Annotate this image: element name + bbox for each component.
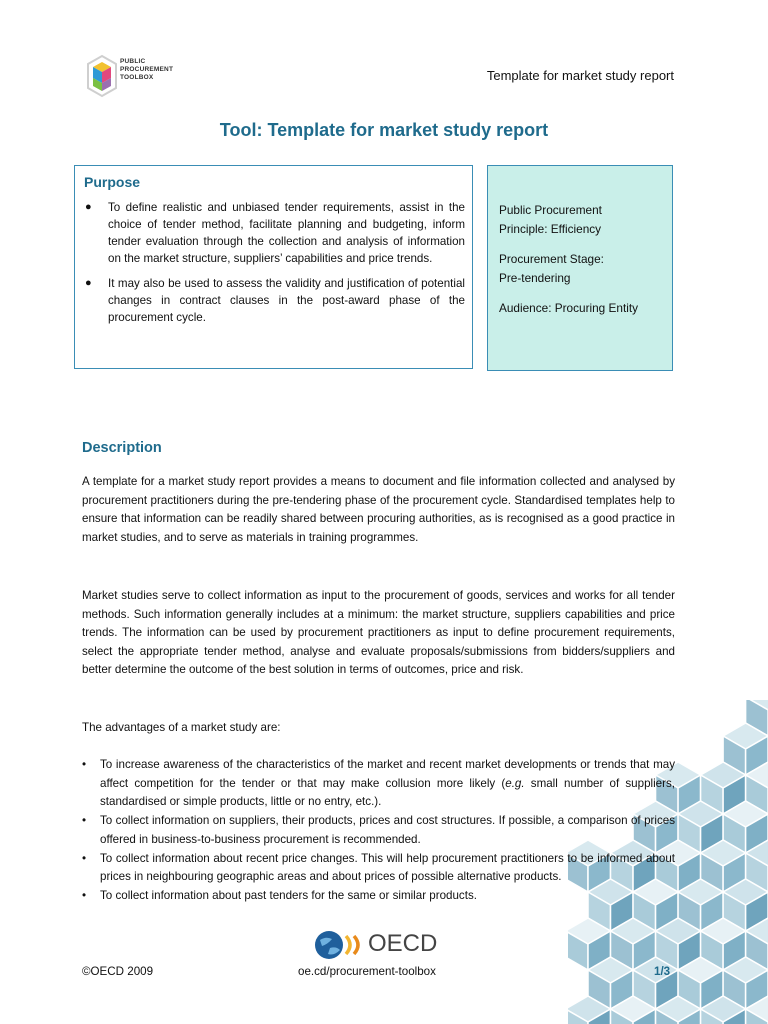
audience-value: Audience: Procuring Entity (499, 301, 639, 315)
toolbox-hexagon-icon (84, 50, 120, 106)
purpose-list (83, 199, 465, 334)
principle-info (499, 201, 669, 239)
advantage-text: To collect information about past tenders for the same or similar products. (100, 888, 477, 902)
oecd-globe-icon (314, 930, 366, 960)
header-title: Template for market study report (486, 68, 674, 83)
logo-line-3: TOOLBOX (120, 74, 154, 81)
stage-label: Procurement Stage: (499, 252, 604, 266)
logo-line-2: PROCUREMENT (120, 66, 174, 73)
page-number: 1/3 (654, 965, 671, 978)
purpose-heading: Purpose (84, 174, 141, 190)
advantages-intro: The advantages of a market study are: (82, 721, 281, 734)
advantage-emphasis: e.g. (505, 776, 525, 790)
description-heading: Description (82, 440, 162, 456)
purpose-item-text: It may also be used to assess the validity and justification of potential changes in contract clauses in the post-award phase of the procurement cycle. (108, 277, 465, 324)
audience-info (499, 299, 669, 318)
stage-info (499, 250, 669, 288)
document-title: Tool: Template for market study report (219, 120, 549, 140)
tool-info-box (487, 165, 673, 371)
purpose-item-text: To define realistic and unbiased tender requirements, assist in the choice of tender method, facilitate planning and budgeting, inform tender evaluation through the collection and analysis of information on the market structure, suppliers’ capabilities and price trends. (108, 201, 465, 265)
bullet-icon: ● (85, 277, 92, 289)
advantage-text-cont: small number of suppliers, standardised or simple products, little or no entry, etc.). (100, 776, 675, 809)
bullet-icon: • (82, 888, 87, 902)
principle-label: Public Procurement (499, 203, 602, 217)
footer-url-link[interactable]: oe.cd/procurement-toolbox (298, 965, 436, 978)
bullet-icon: • (82, 814, 87, 828)
advantage-item (82, 850, 675, 887)
advantage-text: To collect information on suppliers, their products, prices and cost structures. If possible, a comparison of prices offered in business-to-business procurement is recommended. (100, 814, 675, 846)
advantage-item (82, 812, 675, 849)
purpose-item (83, 275, 465, 326)
logo-wordmark (120, 58, 200, 82)
oecd-logo (314, 930, 444, 960)
logo-line-1: PUBLIC (120, 58, 146, 65)
advantage-item (82, 756, 675, 812)
purpose-box (74, 165, 473, 369)
bullet-icon: • (82, 758, 87, 771)
advantage-text: To collect information about recent price changes. This will help procurement practitioners to be informed about prices in neighbouring geographic areas and about prices of possible alternative products. (100, 851, 675, 884)
description-paragraph-2: Market studies serve to collect information as input to the procurement of goods, services and works for all tender methods. Such information generally includes at a minimum: the market structure, suppliers capabilities and price trends. The information can be used by procurement practitioners as input to define procurement requirements, select the appropriate tender method, analyse and evaluate proposals/submissions from bidders/suppliers and better determine the outcome of the best solution in terms of outcomes, price and risk. (82, 589, 675, 676)
bullet-icon: • (82, 851, 87, 865)
footer-copyright: ©OECD 2009 (82, 965, 154, 978)
purpose-item (83, 199, 465, 267)
principle-value: Principle: Efficiency (499, 222, 602, 236)
public-procurement-toolbox-logo (84, 50, 202, 106)
advantage-item (82, 887, 675, 906)
advantage-text: To increase awareness of the characteristics of the market and recent market developments or trends that may affect competition for the tender or that may make collusion more likely ( (100, 758, 675, 790)
description-paragraph-1: A template for a market study report provides a means to document and file information collected and analysed by procurement practitioners during the pre-tendering phase of the procurement cycle. Standardised templates help to ensure that information can be readily shared between procuring authorities, as is recognised as a good practice in market studies, and to serve as materials in training programmes. (82, 475, 675, 544)
stage-value: Pre-tendering (499, 271, 571, 285)
bullet-icon: ● (85, 201, 92, 213)
advantages-list (82, 756, 675, 906)
oecd-logo-text: OECD (368, 930, 438, 957)
